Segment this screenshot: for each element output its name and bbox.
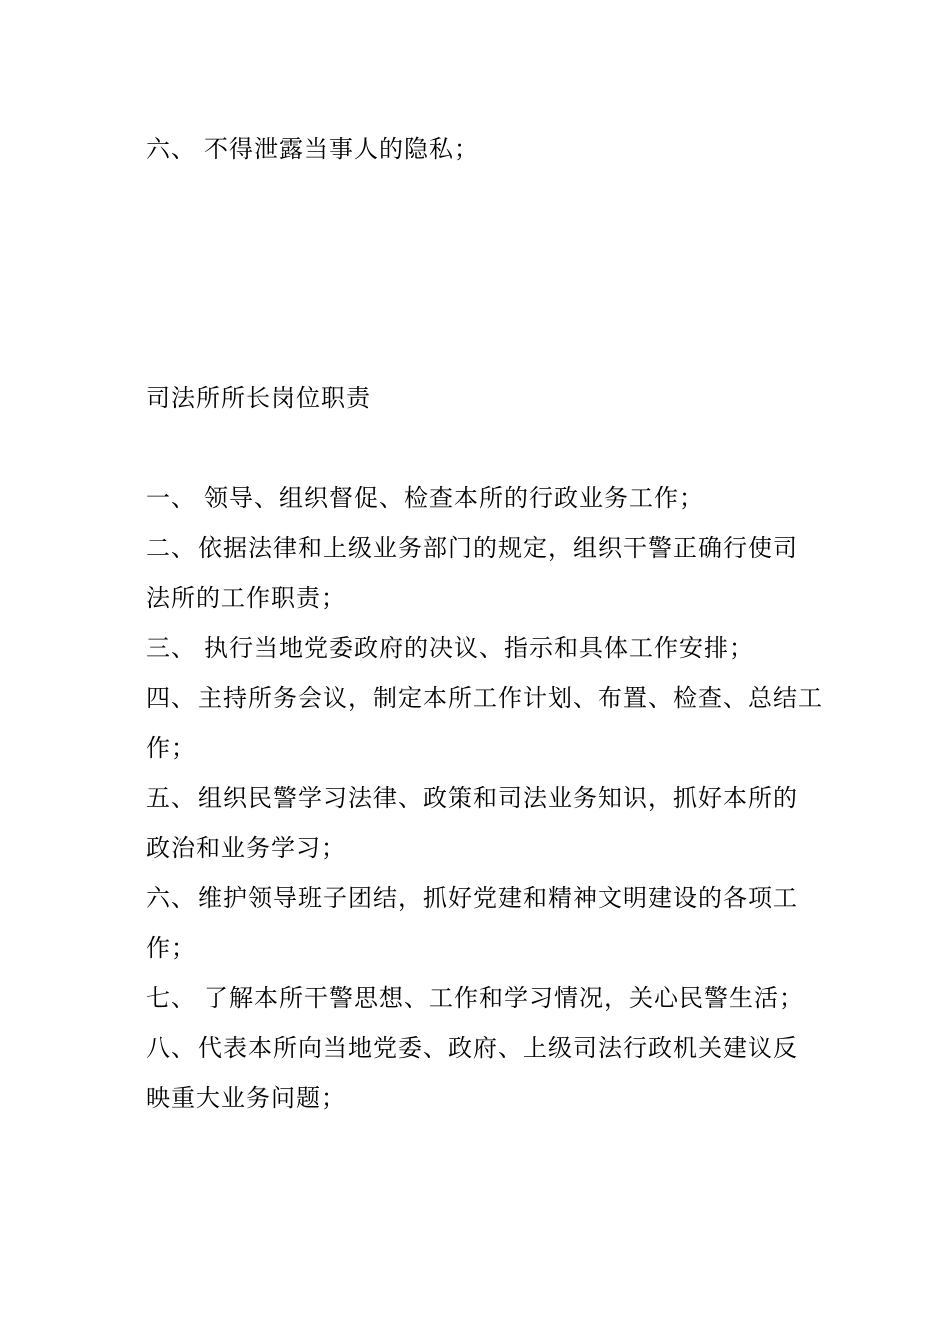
list-item — [146, 1033, 811, 1063]
item-number: 七、 — [146, 984, 196, 1012]
item-text: 执行当地党委政府的决议、指示和具体工作安排； — [204, 634, 754, 662]
item-text-continuation: 作； — [146, 734, 196, 762]
list-item — [146, 883, 811, 913]
list-item — [146, 783, 811, 813]
item-text: 组织民警学习法律、政策和司法业务知识，抓好本所的 — [198, 784, 798, 812]
item-text: 维护领导班子团结，抓好党建和精神文明建设的各项工 — [198, 884, 798, 912]
item-number: 二、 — [146, 534, 196, 562]
item-number: 六、 — [146, 135, 196, 163]
item-text-continuation: 作； — [146, 934, 196, 962]
item-text: 不得泄露当事人的隐私； — [204, 135, 479, 163]
section-title: 司法所所长岗位职责 — [146, 384, 371, 412]
item-number: 六、 — [146, 884, 196, 912]
item-text-continuation: 政治和业务学习； — [146, 834, 346, 862]
item-number: 三、 — [146, 634, 196, 662]
item-text-continuation: 法所的工作职责； — [146, 584, 346, 612]
item-text-continuation: 映重大业务问题； — [146, 1084, 346, 1112]
item-number: 四、 — [146, 684, 196, 712]
item-text: 了解本所干警思想、工作和学习情况，关心民警生活； — [204, 984, 804, 1012]
item-number: 一、 — [146, 484, 196, 512]
list-item — [146, 683, 823, 713]
item-number: 八、 — [146, 1034, 196, 1062]
item-number: 五、 — [146, 784, 196, 812]
item-text: 主持所务会议，制定本所工作计划、布置、检查、总结工 — [198, 684, 823, 712]
item-text: 代表本所向当地党委、政府、上级司法行政机关建议反 — [198, 1034, 798, 1062]
item-text: 依据法律和上级业务部门的规定，组织干警正确行使司 — [198, 534, 798, 562]
list-item — [146, 533, 811, 563]
item-text: 领导、组织督促、检查本所的行政业务工作； — [204, 484, 704, 512]
list-item — [146, 633, 811, 663]
list-item — [146, 983, 811, 1013]
top-list-item — [146, 134, 811, 164]
list-item — [146, 483, 811, 513]
